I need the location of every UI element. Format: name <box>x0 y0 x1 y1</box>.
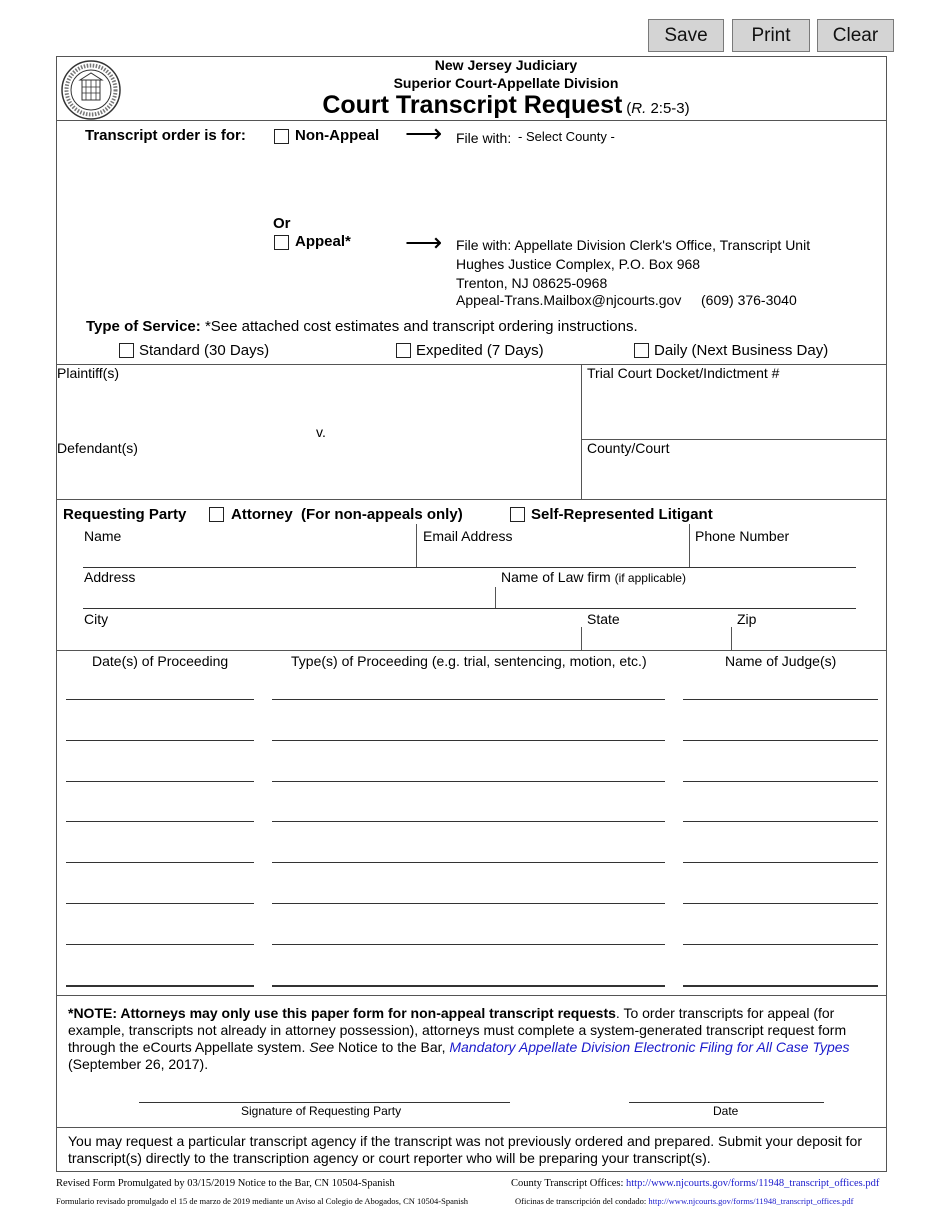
agency-paragraph: You may request a particular transcript agency if the transcript was not previously ordered and prepared. Submit your deposit for transcript(s) directly to the transcription agency or court reporter who will be preparing your transcript(s). <box>68 1133 863 1166</box>
judges-header: Name of Judge(s) <box>725 653 837 669</box>
signature-label: Signature of Requesting Party <box>241 1104 402 1118</box>
type-field[interactable] <box>272 740 665 741</box>
county-select[interactable]: - Select County - <box>518 129 615 144</box>
county-court-label: County/Court <box>587 440 670 456</box>
name-label: Name <box>84 528 122 544</box>
zip-label: Zip <box>737 611 757 627</box>
attorney-checkbox[interactable] <box>209 507 224 522</box>
footer-county-offices: County Transcript Offices: http://www.njcourts.gov/forms/11948_transcript_offices.pdf <box>511 1178 880 1189</box>
date-field[interactable] <box>66 862 254 863</box>
appeal-address-2: Trenton, NJ 08625-0968 <box>456 275 608 291</box>
judge-field[interactable] <box>683 903 878 904</box>
state-zip-divider <box>731 627 732 650</box>
date-label: Date <box>713 1104 739 1118</box>
appeal-file-with: File with: Appellate Division Clerk's Office, Transcript Unit <box>456 237 811 253</box>
footer-revised-es: Formulario revisado promulgado el 15 de marzo de 2019 mediante un Aviso al Colegio de Abogados, CN 10504-Spanish <box>56 1196 469 1206</box>
address-label: Address <box>84 569 136 585</box>
date-field[interactable] <box>66 699 254 700</box>
type-field[interactable] <box>272 903 665 904</box>
non-appeal-checkbox[interactable] <box>274 129 289 144</box>
type-field[interactable] <box>272 781 665 782</box>
standard-checkbox[interactable] <box>119 343 134 358</box>
appeal-phone: (609) 376-3040 <box>701 292 797 308</box>
notice-link[interactable]: Mandatory Appellate Division Electronic Filing for All Case Types <box>449 1039 850 1055</box>
expedited-checkbox[interactable] <box>396 343 411 358</box>
attorney-label: Attorney (For non-appeals only) <box>231 506 463 523</box>
arrow-right-icon: ⟶ <box>405 118 443 148</box>
print-button[interactable]: Print <box>732 19 810 52</box>
or-label: Or <box>273 215 291 232</box>
date-field[interactable] <box>66 781 254 782</box>
judge-field[interactable] <box>683 985 878 987</box>
city-label: City <box>84 611 109 627</box>
date-field[interactable] <box>66 740 254 741</box>
date-field[interactable] <box>66 944 254 945</box>
clear-button[interactable]: Clear <box>817 19 894 52</box>
date-field[interactable] <box>66 821 254 822</box>
type-field[interactable] <box>272 944 665 945</box>
division-name: Superior Court-Appellate Division <box>393 75 619 91</box>
daily-label: Daily (Next Business Day) <box>654 342 829 359</box>
name-row-underline <box>83 567 856 568</box>
type-field[interactable] <box>272 821 665 822</box>
non-appeal-label: Non-Appeal <box>295 127 380 144</box>
signature-line[interactable] <box>139 1102 510 1103</box>
defendant-label: Defendant(s) <box>57 440 138 456</box>
date-field[interactable] <box>66 903 254 904</box>
party-bottom-line <box>57 650 887 651</box>
caption-bottom-line <box>57 499 887 500</box>
type-field[interactable] <box>272 699 665 700</box>
dates-header: Date(s) of Proceeding <box>92 653 229 669</box>
date-field[interactable] <box>66 985 254 987</box>
name-email-divider <box>416 524 417 568</box>
file-with-label: File with: <box>456 130 512 146</box>
footer-revised: Revised Form Promulgated by 03/15/2019 Notice to the Bar, CN 10504-Spanish <box>56 1178 395 1189</box>
city-state-divider <box>581 627 582 650</box>
self-represented-checkbox[interactable] <box>510 507 525 522</box>
versus-label: v. <box>316 424 326 440</box>
note-paragraph: *NOTE: Attorneys may only use this paper form for non-appeal transcript requests. To order transcripts for appeal (for example, transcripts not already in attorney possession), attorneys must complete a system-generated transcript request form through the eCourts Appellate system. See Notice to the Bar, Mandatory Appellate Division Electronic Filing for All Case Types (September 26, 2017). <box>68 1005 850 1072</box>
header-divider <box>57 120 887 121</box>
appeal-label: Appeal* <box>295 233 351 250</box>
save-button[interactable]: Save <box>648 19 724 52</box>
types-header: Type(s) of Proceeding (e.g. trial, sentencing, motion, etc.) <box>291 653 647 669</box>
county-offices-link-es[interactable]: http://www.njcourts.gov/forms/11948_transcript_offices.pdf <box>648 1196 854 1206</box>
arrow-right-icon: ⟶ <box>405 227 443 257</box>
county-offices-link[interactable]: http://www.njcourts.gov/forms/11948_transcript_offices.pdf <box>626 1178 880 1189</box>
page-title-row <box>0 91 950 120</box>
email-phone-divider <box>689 524 690 568</box>
proceedings-bottom-line <box>57 995 887 996</box>
appeal-checkbox[interactable] <box>274 235 289 250</box>
address-row-underline <box>83 608 856 609</box>
order-label: Transcript order is for: <box>85 127 246 144</box>
state-label: State <box>587 611 620 627</box>
expedited-label: Expedited (7 Days) <box>416 342 544 359</box>
judge-field[interactable] <box>683 944 878 945</box>
judge-field[interactable] <box>683 862 878 863</box>
type-field[interactable] <box>272 985 665 987</box>
caption-divider <box>581 364 582 499</box>
requesting-party-label: Requesting Party <box>63 506 187 523</box>
judge-field[interactable] <box>683 740 878 741</box>
standard-label: Standard (30 Days) <box>139 342 270 359</box>
phone-label: Phone Number <box>695 528 790 544</box>
address-firm-divider <box>495 587 496 609</box>
appeal-email: Appeal-Trans.Mailbox@njcourts.gov <box>456 292 682 308</box>
footer-county-offices-es: Oficinas de transcripción del condado: http://www.njcourts.gov/forms/11948_transcript_offices.pdf <box>515 1196 854 1206</box>
judge-field[interactable] <box>683 781 878 782</box>
judge-field[interactable] <box>683 699 878 700</box>
appeal-address-1: Hughes Justice Complex, P.O. Box 968 <box>456 256 701 272</box>
self-represented-label: Self-Represented Litigant <box>531 506 713 523</box>
daily-checkbox[interactable] <box>634 343 649 358</box>
email-label: Email Address <box>423 528 513 544</box>
org-name: New Jersey Judiciary <box>434 57 578 73</box>
date-line[interactable] <box>629 1102 824 1103</box>
rule-reference: (R. 2:5-3) <box>626 100 690 117</box>
law-firm-label: Name of Law firm (if applicable) <box>501 569 686 585</box>
docket-label: Trial Court Docket/Indictment # <box>587 365 780 381</box>
page-title: Court Transcript Request <box>322 91 623 119</box>
signature-bottom-line <box>57 1127 887 1128</box>
judge-field[interactable] <box>683 821 878 822</box>
type-field[interactable] <box>272 862 665 863</box>
plaintiff-label: Plaintiff(s) <box>57 365 119 381</box>
service-row: Type of Service: *See attached cost estimates and transcript ordering instructions. <box>86 318 638 335</box>
